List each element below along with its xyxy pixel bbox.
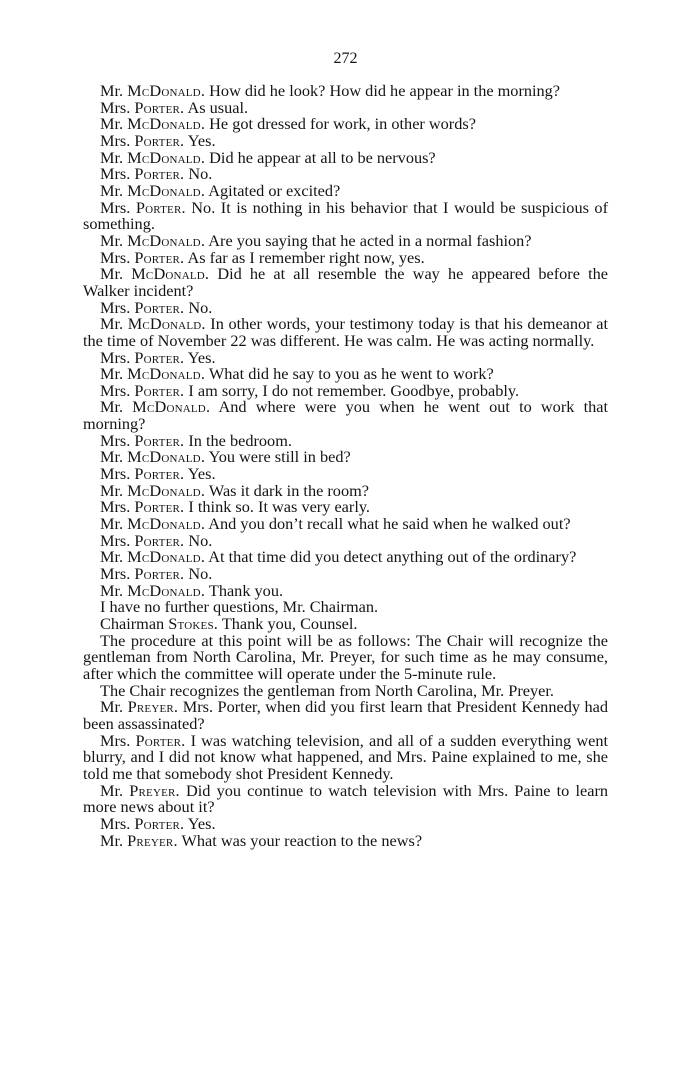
speaker-name: Porter.	[134, 297, 185, 317]
speech-text: Are you saying that he acted in a normal fashion?	[208, 230, 532, 250]
speech-text: In other words, your testimony today is that his demeanor at the time of November 22 was different. He was calm. He was acting normally.	[83, 314, 608, 350]
speaker-name: Porter.	[134, 497, 185, 517]
speaker-name: McDonald.	[127, 180, 206, 200]
speech-text: No.	[188, 164, 213, 184]
speaker-title: Mrs.	[100, 530, 131, 550]
speaker-title: Mrs.	[100, 97, 131, 117]
speech-text: Was it dark in the room?	[208, 480, 369, 500]
transcript-paragraph	[83, 316, 608, 349]
speech-text: Did he appear at all to be nervous?	[209, 147, 436, 167]
speaker-name: Porter.	[134, 247, 185, 267]
speech-text: And where were you when he went out to work that morning?	[83, 397, 609, 434]
speaker-name: Porter.	[134, 530, 185, 550]
transcript-paragraph	[83, 266, 608, 299]
speech-text: Yes.	[187, 464, 216, 484]
speech-text: Agitated or excited?	[208, 180, 341, 200]
speech-text: As far as I remember right now, yes.	[187, 247, 425, 267]
speech-text: Mrs. Porter, when did you first learn that President Kennedy had been assassinated?	[83, 697, 608, 733]
speaker-name: Porter.	[134, 564, 185, 584]
speech-text: Did he at all resemble the way he appeared before the Walker incident?	[83, 264, 608, 300]
speaker-title: Mrs.	[100, 430, 131, 450]
speaker-title: Mr.	[100, 780, 124, 800]
speech-text: You were still in bed?	[208, 447, 351, 467]
speech-text: Yes.	[187, 813, 216, 833]
speaker-title: Mr.	[100, 830, 124, 850]
speech-text: No.	[188, 564, 213, 584]
speaker-title: Mr.	[100, 230, 124, 250]
speaker-name: Porter.	[135, 197, 186, 217]
speech-text: Thank you, Counsel.	[221, 614, 358, 633]
speaker-name: Porter.	[134, 464, 185, 484]
speech-text: I think so. It was very early.	[188, 497, 370, 517]
speaker-name: Porter.	[134, 380, 185, 400]
speech-text: No.	[188, 530, 213, 550]
speaker-title: Mrs.	[100, 380, 131, 400]
speech-text: I was watching television, and all of a sudden everything went blurry, and I did not know what happened, and Mrs. Paine explained to me, she told me that somebody shot President Kennedy.	[83, 730, 608, 783]
speaker-title: Chairman	[100, 614, 165, 633]
speech-text: In the bedroom.	[188, 430, 292, 450]
speech-text: I am sorry, I do not remember. Goodbye, probably.	[188, 380, 520, 400]
speaker-name: McDonald.	[127, 314, 206, 334]
speech-text: And you don’t recall what he said when he walked out?	[208, 514, 571, 534]
speaker-title: Mr.	[100, 697, 124, 717]
speech-text: No.	[188, 297, 213, 317]
speaker-name: McDonald.	[127, 81, 206, 100]
speaker-title: Mr.	[100, 480, 124, 500]
speaker-name: McDonald.	[132, 397, 211, 417]
speaker-title: Mrs.	[100, 347, 131, 367]
speaker-name: McDonald.	[127, 364, 206, 384]
speaker-title: Mrs.	[100, 297, 131, 317]
speaker-title: Mrs.	[100, 730, 131, 750]
speaker-name: McDonald.	[127, 547, 206, 567]
speech-text: Yes.	[187, 130, 216, 150]
speaker-title: Mrs.	[100, 813, 131, 833]
speech-text: He got dressed for work, in other words?	[209, 114, 476, 134]
speaker-name: Porter.	[134, 164, 185, 184]
speech-text: At that time did you detect anything out of the ordinary?	[208, 547, 577, 567]
speaker-title: Mr.	[100, 447, 124, 467]
speaker-name: McDonald.	[127, 480, 206, 500]
speaker-title: Mr.	[100, 114, 124, 134]
speaker-title: Mrs.	[100, 497, 131, 517]
speaker-name: McDonald.	[127, 447, 206, 467]
speaker-title: Mr.	[100, 580, 124, 600]
transcript-paragraph	[83, 730, 608, 783]
speech-text: What was your reaction to the news?	[181, 830, 423, 850]
speaker-name: Stokes.	[168, 614, 219, 633]
speaker-title: Mr.	[100, 314, 124, 334]
speaker-name: Preyer.	[127, 697, 179, 717]
page-number: 272	[333, 50, 358, 67]
speaker-name: McDonald.	[127, 147, 206, 167]
transcript-paragraph	[83, 780, 609, 817]
speaker-title: Mr.	[100, 180, 124, 200]
transcript-paragraph	[83, 630, 608, 683]
speaker-title: Mrs.	[100, 197, 131, 217]
transcript-paragraph	[83, 197, 608, 234]
speech-text: Thank you.	[208, 580, 284, 600]
speech-text: What did he say to you as he went to work?	[208, 364, 494, 384]
speaker-title: Mr.	[100, 364, 124, 384]
speech-text: No. It is nothing in his behavior that I would be suspicious of something.	[83, 197, 608, 234]
speech-text: Yes.	[187, 347, 216, 367]
transcript-paragraph	[83, 830, 608, 850]
speaker-name: McDonald.	[127, 230, 206, 250]
speaker-name: Porter.	[135, 730, 186, 750]
speaker-name: McDonald.	[127, 580, 206, 600]
speech-text: The Chair recognizes the gentleman from North Carolina, Mr. Preyer.	[100, 680, 554, 700]
speech-text: As usual.	[187, 97, 249, 117]
speech-text: I have no further questions, Mr. Chairman.	[100, 597, 379, 617]
speaker-title: Mrs.	[100, 164, 131, 184]
speech-text: Did you continue to watch television with Mrs. Paine to learn more news about it?	[83, 780, 609, 817]
speaker-title: Mr.	[100, 264, 124, 284]
speech-text: The procedure at this point will be as follows: The Chair will recognize the gentleman from North Carolina, Mr. Preyer, for such time as he may consume, after which the committee will operate under the 5-minute rule.	[83, 630, 608, 683]
speaker-title: Mrs.	[100, 564, 131, 584]
speaker-title: Mr.	[100, 397, 124, 417]
speaker-name: Preyer.	[127, 830, 178, 850]
transcript-paragraph	[83, 399, 608, 432]
speaker-name: Porter.	[134, 130, 185, 150]
speaker-title: Mr.	[100, 147, 124, 167]
speaker-title: Mrs.	[100, 130, 131, 150]
speaker-name: Porter.	[134, 430, 185, 450]
transcript-paragraph	[83, 699, 608, 732]
speech-text: How did he look? How did he appear in the morning?	[209, 81, 561, 100]
speaker-name: Preyer.	[129, 780, 180, 800]
speaker-title: Mr.	[100, 547, 124, 567]
speaker-name: Porter.	[134, 347, 185, 367]
speaker-name: McDonald.	[127, 514, 206, 534]
speaker-name: McDonald.	[131, 264, 210, 284]
speaker-name: Porter.	[134, 813, 185, 833]
transcript-body	[83, 83, 608, 849]
speaker-title: Mrs.	[100, 247, 131, 267]
speaker-title: Mr.	[100, 81, 124, 100]
speaker-title: Mr.	[100, 514, 124, 534]
speaker-name: Porter.	[134, 97, 185, 117]
speaker-title: Mrs.	[100, 464, 131, 484]
speaker-name: McDonald.	[127, 114, 206, 134]
